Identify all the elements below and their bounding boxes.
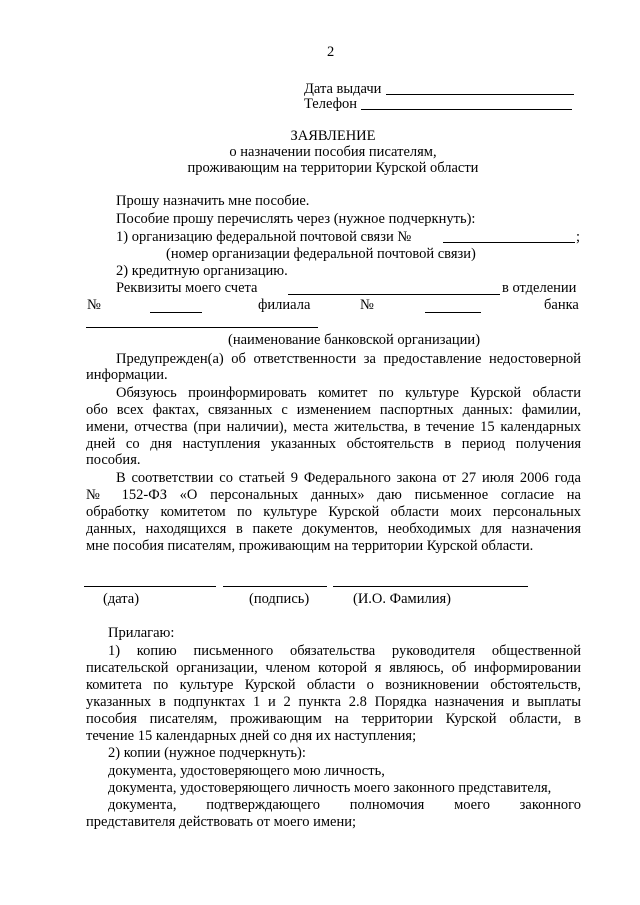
attachment-item-line: указанных в подпунктах 1 и 2 пункта 2.8 Порядка назначения и выплаты — [86, 694, 581, 710]
copy-item: документа, подтверждающего полномочия моего законного — [108, 797, 581, 813]
issue-date-line — [386, 94, 574, 95]
account-department: в отделении — [502, 280, 577, 296]
copies-label: 2) копии (нужное подчеркнуть): — [108, 745, 306, 761]
transfer-line: Пособие прошу перечислять через (нужное подчеркнуть): — [116, 211, 476, 227]
obligation-paragraph-line: Обязуюсь проинформировать комитет по культуре Курской области — [116, 385, 581, 401]
page-number: 2 — [327, 44, 335, 60]
request-line: Прошу назначить мне пособие. — [116, 193, 310, 209]
consent-paragraph-line: мне пособия писателям, проживающим на территории Курской области. — [86, 538, 534, 554]
obligation-paragraph-line: дней со дня наступления указанных обстоятельств в период получения — [86, 436, 581, 452]
title-line-2: проживающим на территории Курской области — [187, 160, 479, 176]
obligation-paragraph-line: пособия. — [86, 452, 141, 468]
postal-semicolon: ; — [576, 229, 581, 245]
credit-option: 2) кредитную организацию. — [116, 263, 288, 279]
date-signature-line — [84, 586, 216, 587]
obligation-paragraph-line: имени, отчества (при наличии), места жительства, в течение 15 календарных — [86, 419, 581, 435]
signature-line — [223, 586, 327, 587]
account-label: Реквизиты моего счета — [116, 280, 258, 296]
obligation-paragraph-line: обо всех фактах, связанных с изменением паспортных данных: фамилии, — [86, 402, 581, 418]
attachment-item-line: пособия писателям, проживающим на территории Курской области, в — [86, 711, 581, 727]
copy-item: документа, удостоверяющего мою личность, — [108, 763, 385, 779]
copy-item: документа, удостоверяющего личность моего законного представителя, — [108, 780, 552, 796]
bank-name-hint: (наименование банковской организации) — [228, 332, 481, 348]
postal-number-line — [443, 242, 575, 243]
consent-paragraph-line: В соответствии со статьей 9 Федерального закона от 27 июля 2006 года — [116, 470, 581, 486]
postal-option: 1) организацию федеральной почтовой связи № — [116, 229, 412, 245]
phone-label: Телефон — [304, 96, 357, 112]
attachment-item-line: писательской организации, членом которой я являюсь, об информировании — [86, 660, 581, 676]
department-number-label: № — [87, 297, 101, 313]
issue-date-label: Дата выдачи — [304, 81, 382, 97]
attachment-item-line: 1) копию письменного обязательства руководителя общественной — [108, 643, 581, 659]
signature-caption: (подпись) — [249, 591, 310, 607]
attachments-title: Прилагаю: — [108, 625, 175, 641]
department-number-line — [150, 312, 202, 313]
name-caption: (И.О. Фамилия) — [353, 591, 451, 607]
branch-label: филиала — [258, 297, 311, 313]
account-line — [288, 294, 500, 295]
bank-label: банка — [544, 297, 579, 313]
consent-paragraph-line: данных, находящихся в пакете документов, необходимых для назначения — [86, 521, 581, 537]
consent-paragraph-line: обработку комитетом по культуре Курской области моих персональных — [86, 504, 581, 520]
branch-number-line — [425, 312, 481, 313]
warning-paragraph-line: Предупрежден(а) об ответственности за предоставление недостоверной — [116, 351, 581, 367]
phone-line — [361, 109, 572, 110]
document-title: ЗАЯВЛЕНИЕ — [290, 128, 376, 144]
attachment-item-line: течение 15 календарных дней со дня их наступления; — [86, 728, 417, 744]
name-signature-line — [333, 586, 528, 587]
attachment-item-line: комитета по культуре Курской области о возникновении обстоятельств, — [86, 677, 581, 693]
warning-paragraph-line: информации. — [86, 367, 168, 383]
postal-hint: (номер организации федеральной почтовой связи) — [166, 246, 476, 262]
copy-item: представителя действовать от моего имени; — [86, 814, 356, 830]
date-caption: (дата) — [103, 591, 140, 607]
consent-paragraph-line: № 152-ФЗ «О персональных данных» даю письменное согласие на — [86, 487, 581, 503]
bank-name-line — [86, 327, 318, 328]
title-line-1: о назначении пособия писателям, — [229, 144, 437, 160]
branch-number-label: № — [360, 297, 374, 313]
